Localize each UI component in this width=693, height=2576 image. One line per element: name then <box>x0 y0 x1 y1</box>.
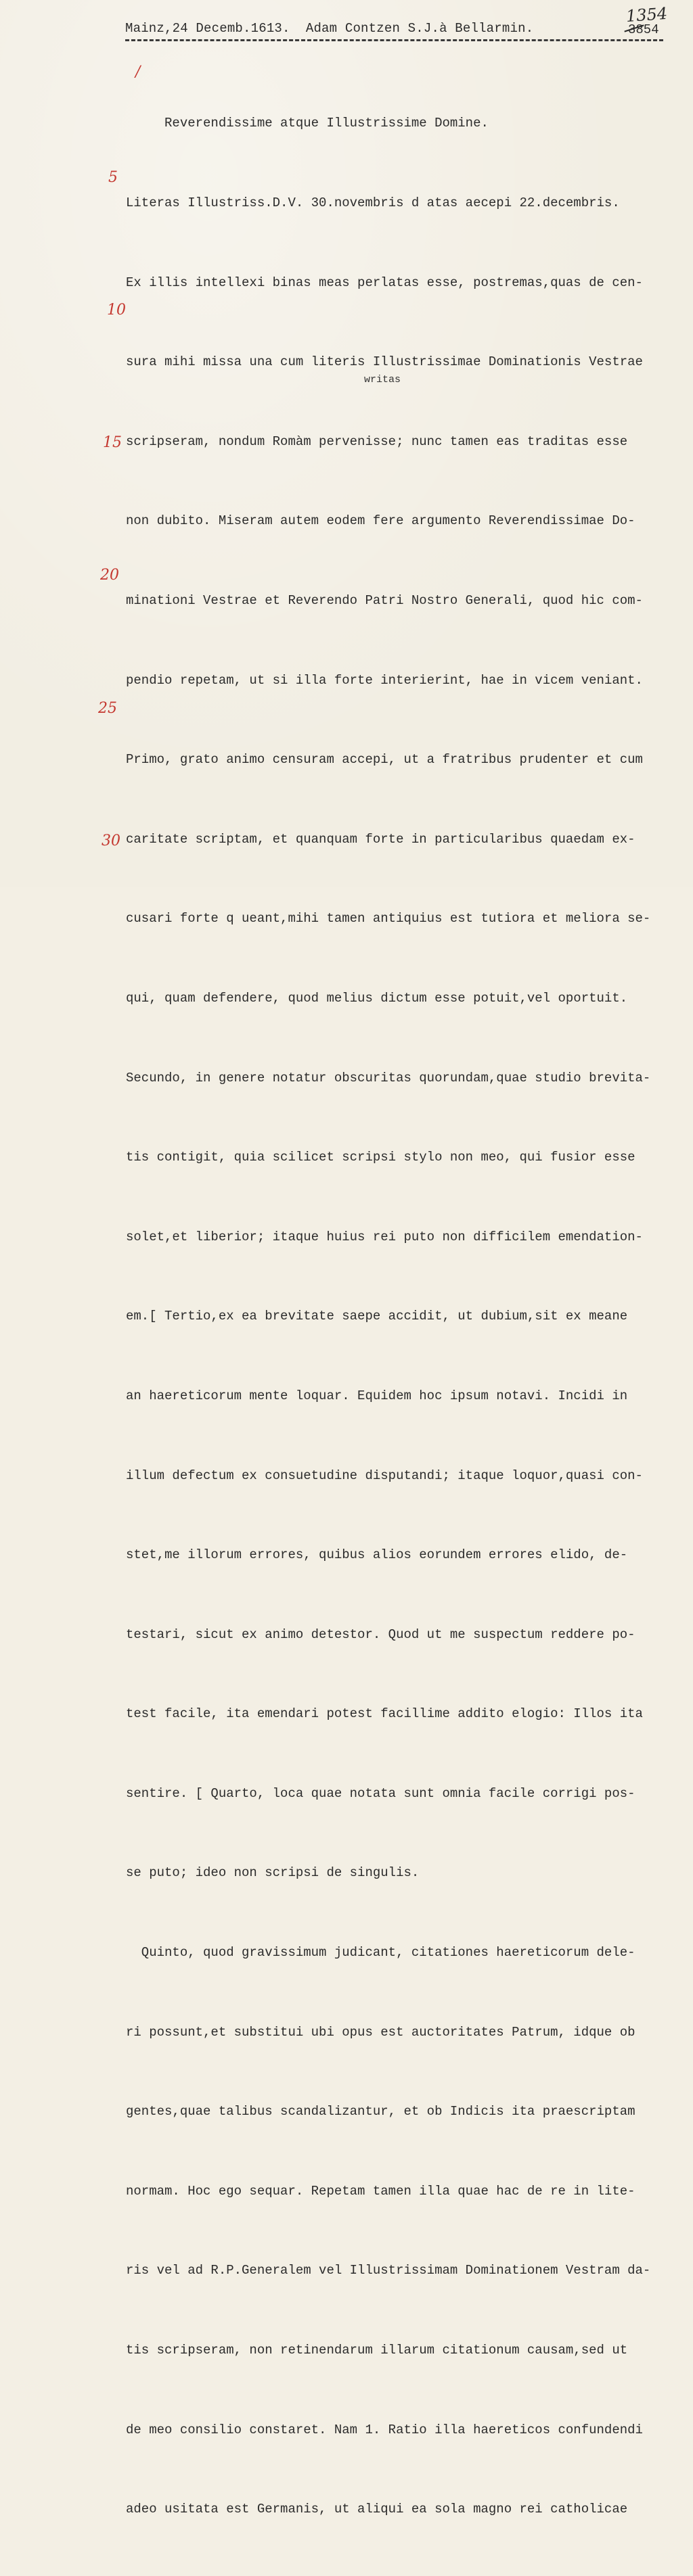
text-line: ri possunt,et substitui ubi opus est auctoritates Patrum, idque ob <box>126 2024 635 2040</box>
margin-mark-start: / <box>135 64 141 80</box>
salutation-line: Reverendissime atque Illustrissime Domine. <box>126 116 489 131</box>
text-line: minationi Vestrae et Reverendo Patri Nostro Generali, quod hic com- <box>126 592 643 608</box>
document-header: Mainz,24 Decemb.1613. Adam Contzen S.J.à Bellarmin. <box>125 21 534 36</box>
text-line: solet,et liberior; itaque huius rei puto non difficilem emendation- <box>126 1229 643 1244</box>
text-line: non dubito. Miseram autem eodem fere argumento Reverendissimae Do- <box>126 513 635 529</box>
header-dashed-rule <box>125 39 663 41</box>
margin-line-number-20: 20 <box>100 567 119 584</box>
text-line: sura mihi missa una cum literis Illustrissimae Dominationis Vestrae <box>126 354 643 370</box>
text-line: normam. Hoc ego sequar. Repetam tamen illa quae hac de re in lite- <box>126 2183 635 2199</box>
text-line: Quinto, quod gravissimum judicant, citationes haereticorum dele- <box>126 1945 635 1961</box>
text-line: tis scripseram, non retinendarum illarum citationum causam,sed ut <box>126 2343 628 2358</box>
text-line: sentire. [ Quarto, loca quae notata sunt omnia facile corrigi pos- <box>126 1785 635 1801</box>
margin-line-number-5: 5 <box>108 169 118 186</box>
text-line: Literas Illustriss.D.V. 30.novembris d atas aecepi 22.decembris. <box>126 195 620 210</box>
text-line: se puto; ideo non scripsi de singulis. <box>126 1865 420 1881</box>
text-line: tis contigit, quia scilicet scripsi stylo non meo, qui fusior esse <box>126 1150 635 1165</box>
margin-line-number-25: 25 <box>98 700 117 717</box>
text-line: illum defectum ex consuetudine disputandi; itaque loquor,quasi con- <box>126 1468 643 1483</box>
text-line: Primo, grato animo censuram accepi, ut a fratribus prudenter et cum <box>126 752 643 768</box>
text-line: Ex illis intellexi binas meas perlatas esse, postremas,quas de cen- <box>126 275 643 290</box>
text-line: caritate scriptam, et quanquam forte in particularibus quaedam ex- <box>126 831 635 847</box>
text-line: adeo usitata est Germanis, ut aliqui ea sola magno rei catholicae <box>126 2502 628 2517</box>
typed-archive-number: 3854 <box>628 22 659 37</box>
margin-line-number-30: 30 <box>102 833 120 849</box>
text-line: test facile, ita emendari potest facillime addito elogio: Illos ita <box>126 1706 643 1722</box>
text-line: de meo consilio constaret. Nam 1. Ratio illa haereticos confundendi <box>126 2422 643 2437</box>
letter-body <box>126 57 674 2576</box>
text-line: gentes,quae talibus scandalizantur, et ob Indicis ita praescriptam <box>126 2104 635 2120</box>
text-line: scripseram, nondum Romàm pervenisse; nunc tamen eas traditas esse <box>126 434 628 449</box>
interlinear-correction: writas <box>364 374 401 385</box>
margin-line-number-15: 15 <box>103 434 122 451</box>
text-line: em.[ Tertio,ex ea brevitate saepe accidit, ut dubium,sit ex meane <box>126 1309 628 1324</box>
text-line: ris vel ad R.P.Generalem vel Illustrissimam Dominationem Vestram da- <box>126 2263 651 2278</box>
text-line: cusari forte q ueant,mihi tamen antiquius est tutiora et meliora se- <box>126 911 651 927</box>
text-line: an haereticorum mente loquar. Equidem hoc ipsum notavi. Incidi in <box>126 1388 628 1403</box>
text-line: stet,me illorum errores, quibus alios eorundem errores elido, de- <box>126 1547 628 1563</box>
text-line: Secundo, in genere notatur obscuritas quorundam,quae studio brevita- <box>126 1070 651 1085</box>
text-line: pendio repetam, ut si illa forte interierint, hae in vicem veniant. <box>126 672 643 688</box>
text-line: testari, sicut ex animo detestor. Quod ut me suspectum reddere po- <box>126 1626 635 1642</box>
handwritten-archive-number: 1354 <box>625 3 668 26</box>
text-line: qui, quam defendere, quod melius dictum esse potuit,vel oportuit. <box>126 990 628 1006</box>
margin-line-number-10: 10 <box>107 302 126 319</box>
